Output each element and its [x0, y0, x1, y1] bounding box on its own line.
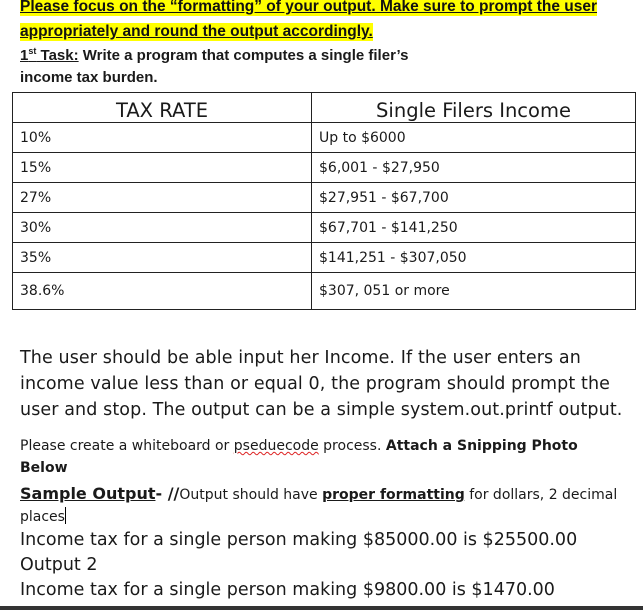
attach-photo-instruction-line-2: Below [20, 460, 68, 476]
rate-cell: 30% [13, 213, 312, 243]
instruction-highlight-line-1: Please focus on the “formatting” of your output. Make sure to prompt the user [20, 0, 597, 15]
attach-photo-instruction: Attach a Snipping Photo [385, 438, 578, 454]
sample-output-dash: - // [155, 484, 180, 503]
bottom-edge-divider [0, 606, 643, 610]
rate-cell: 15% [13, 153, 312, 183]
table-row [13, 123, 636, 153]
income-cell: $67,701 - $141,250 [312, 213, 636, 243]
income-cell: $27,951 - $67,700 [312, 183, 636, 213]
sample-output-label: Sample Output [20, 484, 156, 503]
table-row [13, 153, 636, 183]
income-cell: $6,001 - $27,950 [312, 153, 636, 183]
proper-formatting-text: proper formatting [322, 487, 465, 503]
misspelled-word: pseduecode [233, 438, 319, 454]
rate-cell: 10% [13, 123, 312, 153]
header-single-filers-income: Single Filers Income [312, 93, 636, 123]
rate-cell: 35% [13, 243, 312, 273]
text-cursor [65, 507, 66, 524]
output-example-1: Income tax for a single person making $85000.00 is $25500.00 [20, 530, 578, 550]
whiteboard-instruction [20, 438, 578, 454]
requirements-paragraph: The user should be able input her Income. If the user enters an income value less than or equal 0, the program should prompt the user and stop. The output can be a simple system.out.printf output. [20, 348, 623, 420]
instruction-highlight-line-2: appropriately and round the output accordingly. [20, 23, 373, 40]
income-cell: $307, 051 or more [312, 273, 636, 310]
task-ordinal: 1 [20, 47, 29, 64]
task-title [20, 47, 408, 64]
table-row [13, 213, 636, 243]
rate-cell: 38.6% [13, 273, 312, 310]
income-cell: Up to $6000 [312, 123, 636, 153]
places-text: places [20, 509, 65, 525]
sample-text-a: Output should have [179, 487, 323, 503]
task-label: Task: [40, 47, 79, 64]
table-header-row [13, 93, 636, 123]
rate-cell: 27% [13, 183, 312, 213]
sample-output-line [20, 484, 617, 503]
whiteboard-text-b: process. [318, 438, 386, 454]
tax-rate-table [12, 92, 636, 310]
sample-text-b: for dollars, 2 decimal [464, 487, 618, 503]
output-example-2: Income tax for a single person making $9800.00 is $1470.00 [20, 580, 555, 600]
task-ordinal-suffix: st [28, 46, 37, 56]
output-2-label: Output 2 [20, 555, 98, 575]
table-row [13, 183, 636, 213]
table-row [13, 243, 636, 273]
whiteboard-text-a: Please create a whiteboard or [20, 438, 234, 454]
sample-output-line-2[interactable] [20, 507, 66, 525]
task-title-line-2: income tax burden. [20, 69, 158, 86]
header-tax-rate: TAX RATE [13, 93, 312, 123]
income-cell: $141,251 - $307,050 [312, 243, 636, 273]
task-text: Write a program that computes a single filer’s [78, 47, 409, 64]
table-row [13, 273, 636, 310]
